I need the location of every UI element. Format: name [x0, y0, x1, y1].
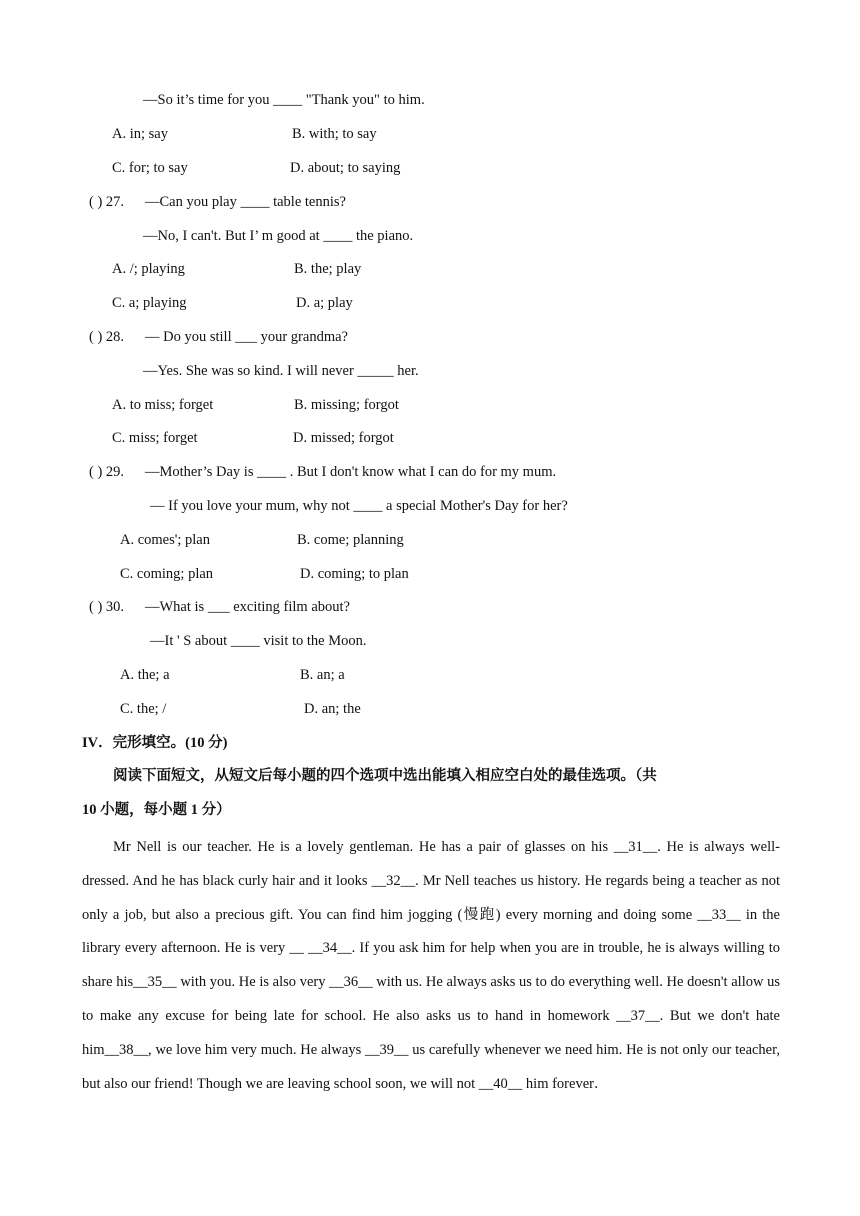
q28-option-b: B. missing; forgot	[294, 397, 399, 413]
q29-stem-question: —Mother’s Day is ____ . But I don't know what I can do for my mum.	[145, 464, 557, 480]
q27-stem-reply: —No, I can't. But I’ m good at ____ the piano.	[143, 228, 414, 244]
q26-stem-reply: —So it’s time for you ____ "Thank you" to him.	[143, 92, 425, 108]
q30-stem-reply: —It ' S about ____ visit to the Moon.	[150, 633, 367, 649]
q28-option-c: C. miss; forget	[112, 430, 198, 446]
q26-option-a: A. in; say	[112, 126, 168, 142]
q29-option-c: C. coming; plan	[120, 566, 214, 582]
q26-option-d: D. about; to saying	[290, 160, 401, 176]
q27-option-b: B. the; play	[294, 261, 362, 277]
q29-option-b: B. come; planning	[297, 532, 404, 548]
section-heading: IV．完形填空。(10 分)	[82, 735, 228, 751]
q30-number: ( ) 30.	[89, 599, 125, 615]
q26-option-c: C. for; to say	[112, 160, 188, 176]
q28-stem-question: — Do you still ___ your grandma?	[145, 329, 348, 345]
q30-option-c: C. the; /	[120, 701, 167, 717]
q28-stem-reply: —Yes. She was so kind. I will never _____ her.	[143, 363, 419, 379]
q27-number: ( ) 27.	[89, 194, 125, 210]
q27-stem-question: —Can you play ____ table tennis?	[145, 194, 346, 210]
q29-number: ( ) 29.	[89, 464, 125, 480]
q27-option-a: A. /; playing	[112, 261, 185, 277]
section-instruction-line-1: 阅读下面短文，从短文后每小题的四个选项中选出能填入相应空白处的最佳选项。（共	[113, 768, 657, 784]
q30-option-a: A. the; a	[120, 667, 170, 683]
q28-option-d: D. missed; forgot	[293, 430, 394, 446]
q26-option-b: B. with; to say	[292, 126, 377, 142]
q28-option-a: A. to miss; forget	[112, 397, 214, 413]
q27-option-c: C. a; playing	[112, 295, 187, 311]
q29-stem-reply: — If you love your mum, why not ____ a special Mother's Day for her?	[150, 498, 568, 514]
q30-option-b: B. an; a	[300, 667, 345, 683]
q29-option-d: D. coming; to plan	[300, 566, 409, 582]
q27-option-d: D. a; play	[296, 295, 353, 311]
q29-option-a: A. comes'; plan	[120, 532, 210, 548]
q30-stem-question: —What is ___ exciting film about?	[145, 599, 350, 615]
section-instruction-line-2: 10 小题，每小题 1 分）	[82, 802, 231, 818]
cloze-passage	[82, 831, 780, 1101]
q30-option-d: D. an; the	[304, 701, 361, 717]
cloze-passage-text: Mr Nell is our teacher. He is a lovely gentleman. He has a pair of glasses on his __31__. He is always well-dressed. And he has black curly hair and it looks __32__. Mr Nell teaches us history. He regards being a teacher as not only a job, but also a precious gift. You can find him jogging (慢跑) every morning and doing some __33__ in the library every afternoon. He is very __ __34__. If you ask him for help when you are in trouble, he is always willing to share his__35__ with you. He is also very __36__ with us. He always asks us to do everything well. He doesn't allow us to make any excuse for being late for school. He also asks us to hand in homework __37__. But we don't hate him__38__, we love him very much. He always __39__ us carefully whenever we need him. He is not only our teacher, but also our friend! Though we are leaving school soon, we will not __40__ him forever．	[82, 839, 780, 1092]
q28-number: ( ) 28.	[89, 329, 125, 345]
